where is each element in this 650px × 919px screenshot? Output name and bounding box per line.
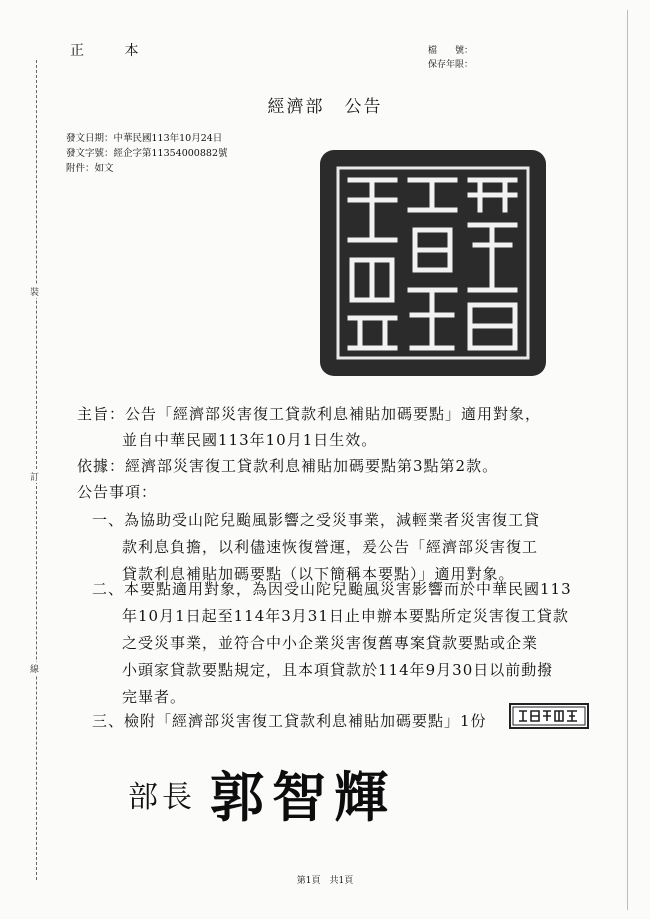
file-no-label: 檔 號： [428,46,474,56]
issue-info [66,131,228,176]
item-3-line: 三、檢附「經濟部災害復工貸款利息補貼加碼要點」1份 [92,712,487,730]
item-2-line-2: 年10月1日起至114年3月31日止申辦本要點所定災害復工貸款 [122,607,569,625]
seal-glyphs [320,150,546,376]
title-org: 經濟部 [267,97,325,117]
retention-label: 保存年限： [428,60,474,70]
item-1-line-3: 貸款利息補貼加碼要點（以下簡稱本要點）」適用對象。 [122,565,515,583]
subject-line-1: 主旨：公告「經濟部災害復工貸款利息補貼加碼要點」適用對象， [77,405,542,423]
items-heading: 公告事項： [77,483,158,501]
item-1-line-2: 款利息負擔，以利儘速恢復營運，爰公告「經濟部災害復工 [122,538,539,556]
subject-line-2: 並自中華民國113年10月1日生效。 [122,431,378,449]
item-2-line-1: 二、本要點適用對象，為因受山陀兒颱風災害影響而於中華民國113 [92,580,572,598]
binding-mark: 裝 [30,285,39,298]
copy-type-label: 正 本 [70,43,157,59]
item-2-line-5: 完畢者。 [122,688,187,706]
issue-date: 發文日期：中華民國113年10月24日 [66,133,223,144]
binding-mark: 線 [30,662,39,675]
page-edge [627,10,628,910]
file-meta [428,44,473,72]
minister-title: 部長 [128,780,196,815]
issue-attachment: 附件：如文 [66,163,114,174]
item-1-line-1: 一、為協助受山陀兒颱風影響之受災事業，減輕業者災害復工貸 [92,511,541,529]
binding-mark: 訂 [30,470,39,483]
minister-signature: 郭智輝 [210,765,396,829]
perforation-stamp [509,703,589,729]
page-title [0,92,650,117]
stamp-glyphs [511,705,587,727]
page-number: 第1頁 共1頁 [296,876,354,886]
item-2-line-4: 小頭家貸款要點規定，且本項貸款於114年9月30日以前動撥 [122,661,554,679]
basis-line: 依據：經濟部災害復工貸款利息補貼加碼要點第3點第2款。 [77,457,499,475]
official-seal [320,150,546,376]
issue-ref-no: 發文字號：經企字第11354000882號 [66,148,228,159]
item-2-line-3: 之受災事業，並符合中小企業災害復舊專案貸款要點或企業 [122,634,539,652]
title-doc-type: 公告 [344,97,383,117]
